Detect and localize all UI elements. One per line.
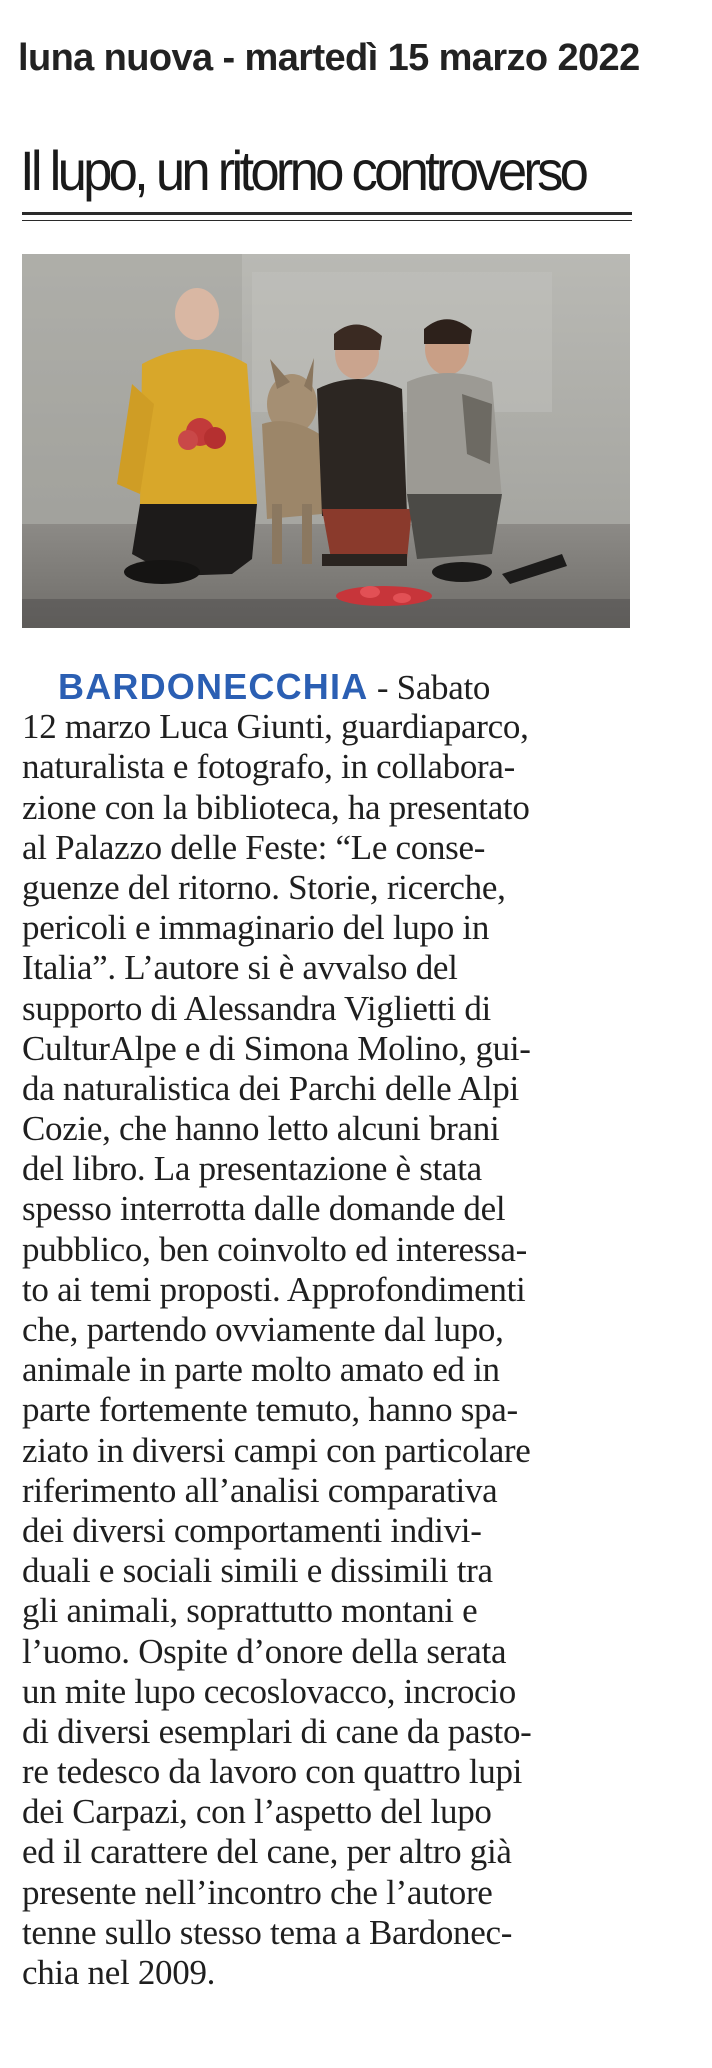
dateline-kicker: BARDONECCHIA (58, 666, 369, 707)
masthead: luna nuova - martedì 15 marzo 2022 (18, 37, 640, 79)
headline-rule-thick (22, 212, 632, 215)
body-line: gli animali, soprattutto montani e (22, 1591, 478, 1631)
body-line: re tedesco da lavoro con quattro lupi (22, 1752, 523, 1792)
body-line: ziato in diversi campi con particolare (22, 1430, 531, 1470)
body-line: riferimento all’analisi comparativa (22, 1470, 498, 1510)
body-line: al Palazzo delle Feste: “Le conse- (22, 827, 486, 867)
body-line: guenze del ritorno. Storie, ricerche, (22, 867, 506, 907)
body-line: tenne sullo stesso tema a Bardonec- (22, 1912, 513, 1952)
body-line: spesso interrotta dalle domande del (22, 1189, 506, 1229)
body-line: dei diversi comportamenti indivi- (22, 1510, 482, 1550)
body-line: Cozie, che hanno letto alcuni brani (22, 1109, 500, 1149)
body-line: l’uomo. Ospite d’onore della serata (22, 1631, 507, 1671)
body-line: dei Carpazi, con l’aspetto del lupo (22, 1792, 492, 1832)
body-line: animale in parte molto amato ed in (22, 1350, 500, 1390)
body-line: del libro. La presentazione è stata (22, 1149, 482, 1189)
body-line: supporto di Alessandra Viglietti di (22, 988, 491, 1028)
body-line: da naturalistica dei Parchi delle Alpi (22, 1068, 519, 1108)
article-headline: Il lupo, un ritorno controverso (20, 139, 586, 202)
body-line: duali e sociali simili e dissimili tra (22, 1551, 493, 1591)
body-line: presente nell’incontro che l’autore (22, 1872, 493, 1912)
body-line: Italia”. L’autore si è avvalso del (22, 948, 458, 988)
body-line: naturalista e fotografo, in collabora- (22, 747, 515, 787)
body-line: 12 marzo Luca Giunti, guardiaparco, (22, 707, 529, 747)
body-line: parte fortemente temuto, hanno spa- (22, 1390, 518, 1430)
body-line: pericoli e immaginario del lupo in (22, 908, 490, 948)
body-line: ed il carattere del cane, per altro già (22, 1832, 512, 1872)
article-body (22, 667, 632, 1993)
body-line: zione con la biblioteca, ha presentato (22, 787, 530, 827)
headline-rule-thin (22, 220, 632, 221)
lead-line (22, 667, 632, 707)
body-line: di diversi esemplari di cane da pasto- (22, 1711, 532, 1751)
body-line: CulturAlpe e di Simona Molino, gui- (22, 1028, 531, 1068)
article-photo (22, 254, 630, 628)
body-line: pubblico, ben coinvolto ed interessa- (22, 1229, 528, 1269)
body-line: chia nel 2009. (22, 1953, 216, 1992)
body-line: to ai temi proposti. Approfondimenti (22, 1269, 526, 1309)
lead-text: - Sabato (368, 668, 491, 707)
body-line: un mite lupo cecoslovacco, incrocio (22, 1671, 516, 1711)
body-line: che, partendo ovviamente dal lupo, (22, 1310, 504, 1349)
